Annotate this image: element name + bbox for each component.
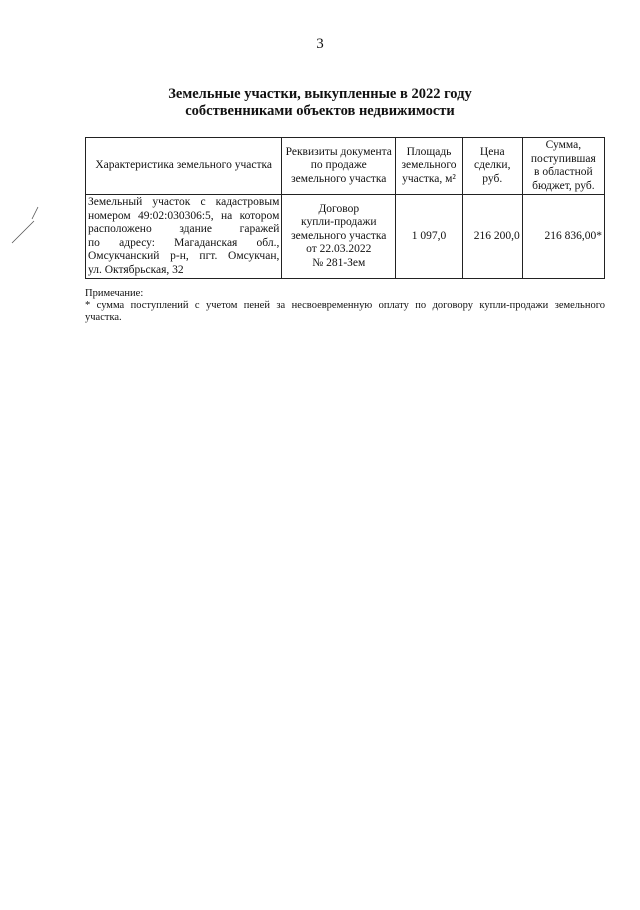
table-row: [86, 195, 605, 279]
header-price: Цена сделки, руб.: [462, 138, 522, 195]
cell-document: Договор купли-продажи земельного участка от 22.03.2022 № 281-Зем: [282, 195, 396, 279]
cell-sum: 216 836,00*: [522, 195, 604, 279]
note-text-line-2: участка.: [85, 312, 122, 323]
footnote: [85, 288, 605, 324]
cell-price: 216 200,0: [462, 195, 522, 279]
header-characteristic: Характеристика земельного участка: [86, 138, 282, 195]
page-number: 3: [316, 36, 324, 52]
cell-description: Земельный участок с кадастровым номером 49:02:030306:5, на котором расположено здание гаражей по адресу: Магаданская обл., Омсукчанский р-н, пгт. Омсукчан, ул. Октябрьская, 32: [86, 195, 282, 279]
header-area: Площадь земельного участка, м²: [396, 138, 463, 195]
land-plots-table: [85, 137, 605, 279]
cell-area: 1 097,0: [396, 195, 463, 279]
note-text-line-1: * сумма поступлений с учетом пеней за несвоевременную оплату по договору купли-продажи земельного: [85, 300, 605, 311]
title-line-1: Земельные участки, выкупленные в 2022 году: [168, 86, 472, 102]
table-header-row: [86, 138, 605, 195]
header-document: Реквизиты документа по продаже земельного участка: [282, 138, 396, 195]
note-label: Примечание:: [85, 288, 144, 299]
page-title: [0, 86, 640, 120]
scan-artifact-mark: [8, 205, 48, 255]
header-sum: Сумма, поступившая в областной бюджет, руб.: [522, 138, 604, 195]
title-line-2: собственниками объектов недвижимости: [185, 103, 455, 119]
